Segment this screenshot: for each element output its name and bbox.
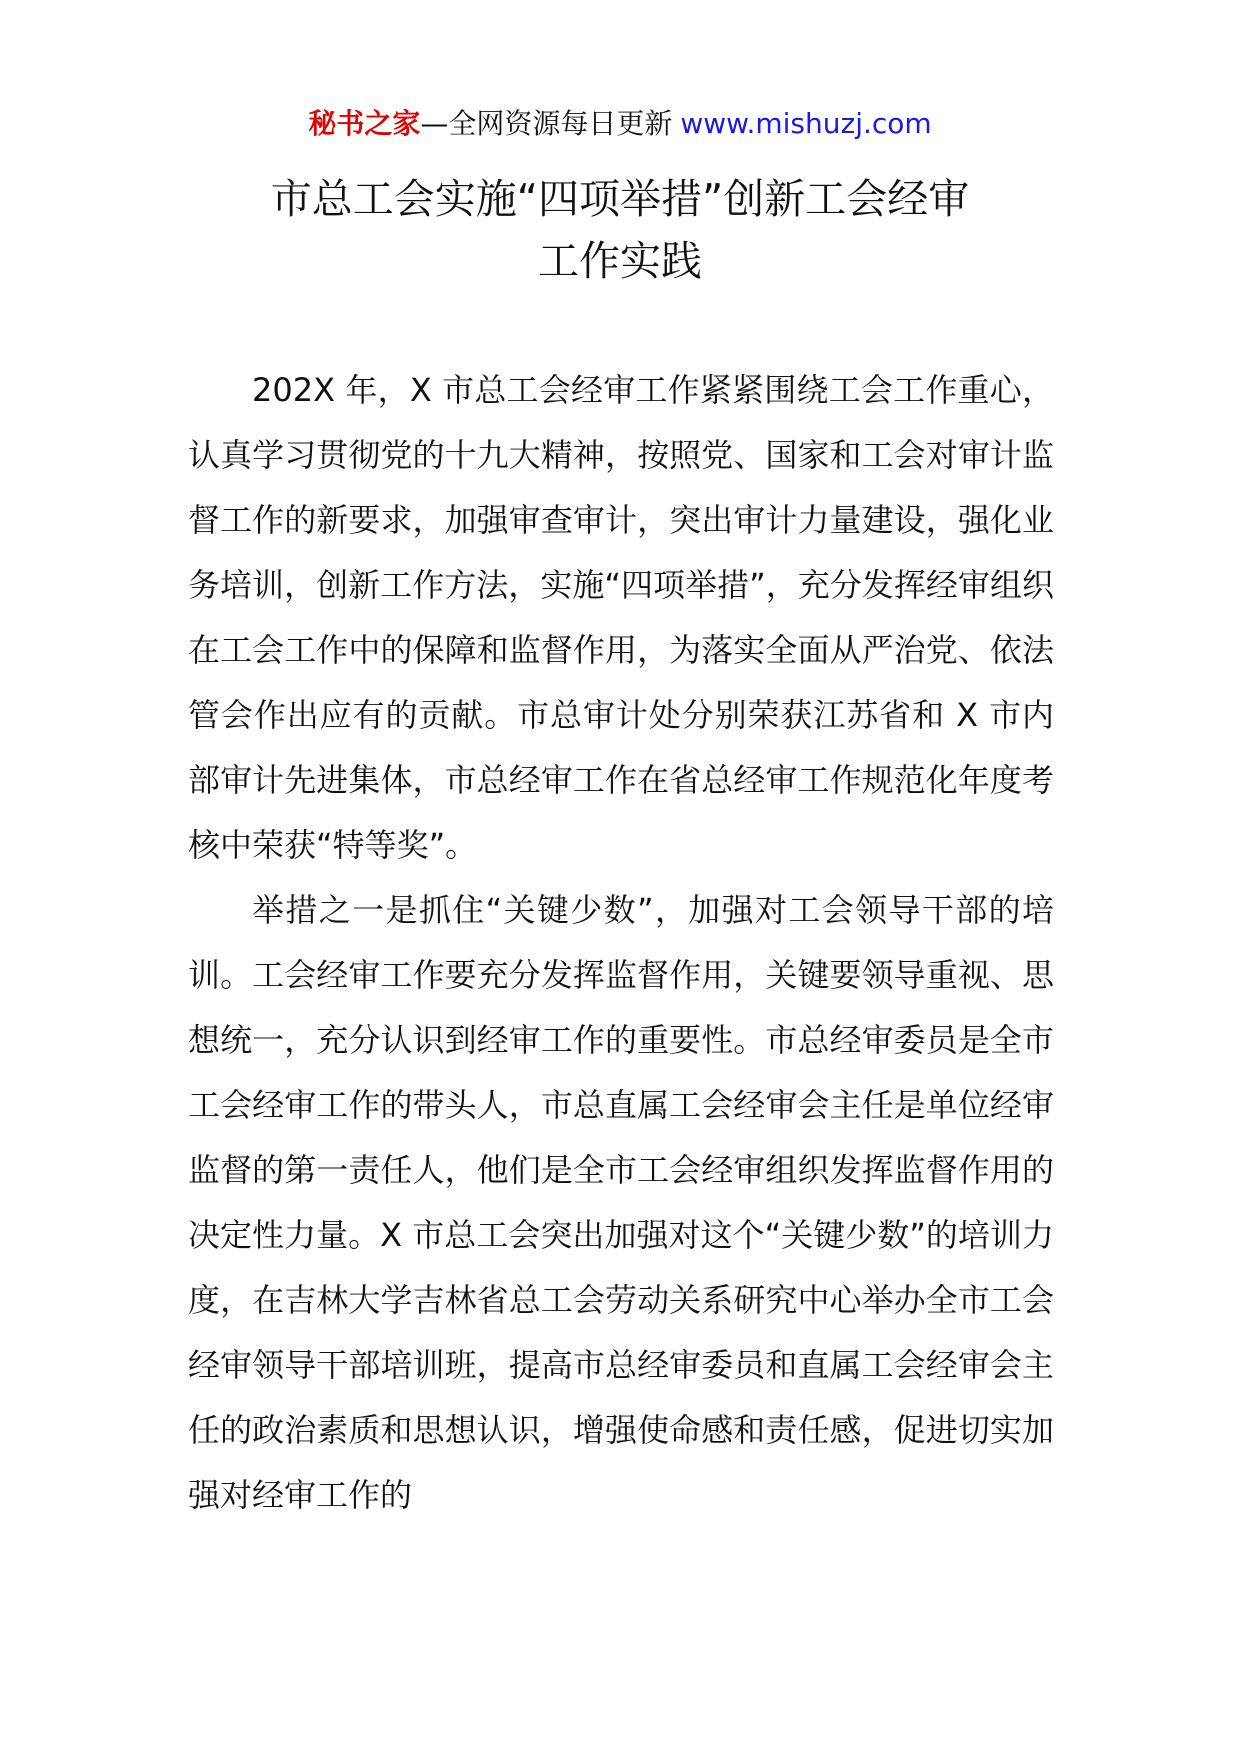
document-body [188,358,1054,1528]
title-line-2: 工作实践 [538,237,702,285]
paragraph-intro: 202X 年，X 市总工会经审工作紧紧围绕工会工作重心，认真学习贯彻党的十九大精神，按照党、国家和工会对审计监督工作的新要求，加强审查审计，突出审计力量建设，强化业务培训，创新工作方法，实施“四项举措”，充分发挥经审组织在工会工作中的保障和监督作用，为落实全面从严治党、依法管会作出应有的贡献。市总审计处分别荣获江苏省和 X 市内部审计先进集体，市总经审工作在省总经审工作规范化年度考核中荣获“特等奖”。 [188,371,1054,864]
site-tagline: —全网资源每日更新 [420,107,673,140]
site-header [0,104,1240,144]
brand-name: 秘书之家 [308,107,421,140]
title-line-1: 市总工会实施“四项举措”创新工会经审 [270,175,970,223]
document-title [188,168,1052,292]
site-url-link[interactable]: www.mishuzj.com [680,107,932,140]
paragraph-measure-one: 举措之一是抓住“关键少数”，加强对工会领导干部的培训。工会经审工作要充分发挥监督作用，关键要领导重视、思想统一，充分认识到经审工作的重要性。市总经审委员是全市工会经审工作的带头人，市总直属工会经审会主任是单位经审监督的第一责任人，他们是全市工会经审组织发挥监督作用的决定性力量。X 市总工会突出加强对这个“关键少数”的培训力度，在吉林大学吉林省总工会劳动关系研究中心举办全市工会经审领导干部培训班，提高市总经审委员和直属工会经审会主任的政治素质和思想认识，增强使命感和责任感，促进切实加强对经审工作的 [188,891,1054,1514]
